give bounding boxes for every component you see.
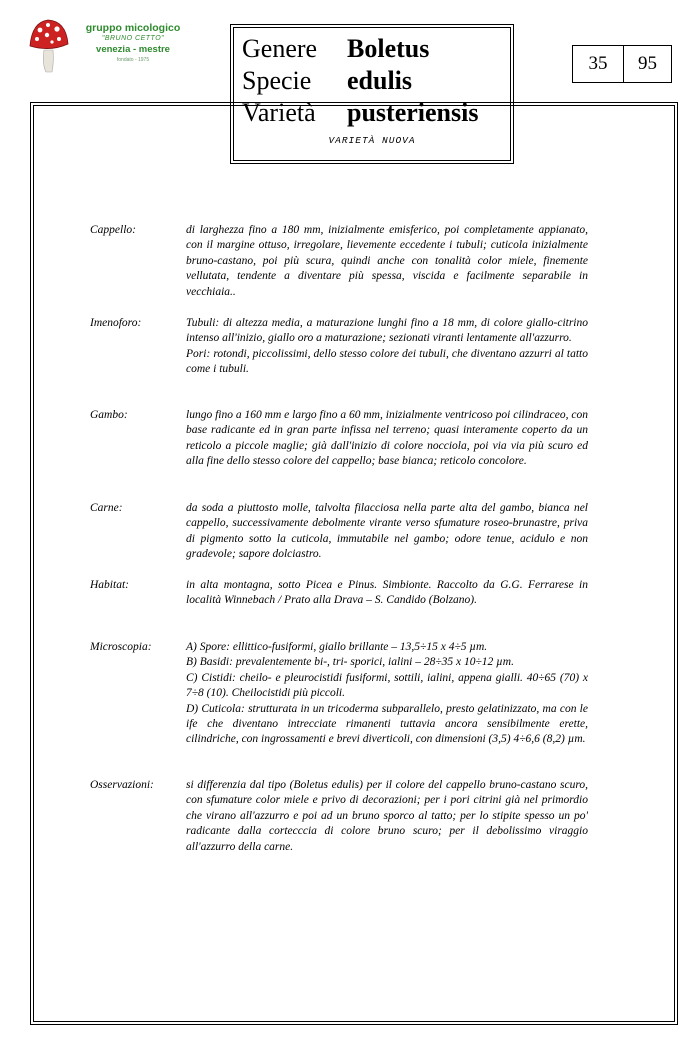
varieta-value: pusteriensis [347,98,479,127]
section-carne [90,501,588,563]
section-label: Habitat: [90,579,129,591]
section-text [186,316,588,378]
section-label: Carne: [90,502,123,514]
section-paragraph: si differenzia dal tipo (Boletus edulis) per il colore del cappello bruno-castano scuro, con sfumature color miele e privo di decorazioni; per i pori citrini già nel primordio che virano all'azzurro e poi ad un bruno sporco al tatto; per lo stipite spesso un po' radicante dalla cortecccia di colore bruno scuro; per il debolissimo viraggio all'azzurro della carne. [186,779,588,853]
genere-label: Genere [242,34,318,63]
section-label: Osservazioni: [90,779,154,791]
section-text [186,223,588,300]
section-paragraph: Tubuli: di altezza media, a maturazione lunghi fino a 18 mm, di colore giallo-citrino intenso all'inizio, giallo oro a maturazione; sezionati viranti lentamente all'azzurro. [186,317,588,345]
section-label: Imenoforo: [90,317,142,329]
logo-line4: fondato - 1975 [116,57,150,63]
section-paragraph: A) Spore: ellittico-fusiformi, giallo brillante – 13,5÷15 x 4÷5 µm. [186,641,488,653]
section-label: Microscopia: [90,641,152,653]
page-number-right: 95 [623,45,672,83]
section-paragraph: C) Cistidi: cheilo- e pleurocistidi fusiformi, sottili, ialini, appena gialli. 40÷65 (70) x 7÷8 (10). Cheilocistidi più piccoli. [186,671,588,700]
section-text [186,578,588,609]
section-gambo [90,408,588,470]
section-paragraph: lungo fino a 160 mm e largo fino a 60 mm, inizialmente ventricoso poi cilindraceo, con base radicante ed in gran parte infissa nel terreno; quasi interamente coperto da un reticolo a piccole maglie; già dall'inizio di colore nocciola, poi via via più scuro ed alla fine dello stesso colore del cappello; base bianca; reticolo concolore. [186,409,588,468]
specie-value: edulis [347,66,413,95]
section-osservazioni [90,778,588,855]
logo-line2: "BRUNO CETTO" [101,35,165,42]
logo-line3: venezia - mestre [96,44,170,55]
subtitle: VARIETÀ NUOVA [328,135,416,146]
section-habitat [90,578,588,609]
mushroom-icon [26,16,76,78]
section-text [186,501,588,563]
section-label: Cappello: [90,224,136,236]
logo-line1: gruppo micologico [85,22,181,34]
section-paragraph: di larghezza fino a 180 mm, inizialmente emisferico, poi completamente appianato, con il margine ottuso, irregolare, lievemente eccedente i tubuli; cuticola inizialmente bruno-castano, poi più scura, quindi anche con tonalità color miele, finemente vellutata, tendente a diventare più spessa, viscida e facilmente separabile in vecchiaia.. [186,224,588,298]
section-paragraph: D) Cuticola: strutturata in un tricoderma subparallelo, presto gelatinizzato, ma con le ife che diventano intrecciate rimanenti tuttavia ancora sensibilmente erette, cilindriche, con ingrossamenti e brevi diverticoli, con dimensioni (3,5) 4÷6,6 (8,2) µm. [186,702,588,746]
group-logo [26,16,186,78]
genere-value: Boletus [347,34,430,63]
section-imenoforo [90,316,588,378]
logo-text [78,22,188,64]
section-paragraph: Pori: rotondi, piccolissimi, dello stesso colore dei tubuli, che diventano azzurri al tatto come i tubuli. [186,347,588,376]
section-microscopia [90,640,588,748]
section-text [186,408,588,470]
specie-label: Specie [242,66,312,95]
section-paragraph: in alta montagna, sotto Picea e Pinus. Simbionte. Raccolto da G.G. Ferrarese in località Winnebach / Prato alla Drava – S. Candido (Bolzano). [186,579,588,607]
section-text [186,778,588,855]
varieta-label: Varietà [242,98,316,127]
section-text [186,640,588,748]
page-number-left: 35 [572,45,624,83]
section-cappello [90,223,588,300]
section-paragraph: B) Basidi: prevalentemente bi-, tri- sporici, ialini – 28÷35 x 10÷12 µm. [186,656,514,669]
section-paragraph: da soda a piuttosto molle, talvolta filacciosa nella parte alta del gambo, bianca nel cappello, successivamente debolmente virante verso sfumature roseo-brunastre, priva di pigmento sotto la cuticola, immutabile nel gambo; odore tenue, acidulo e non gradevole; sapore dolciastro. [186,502,588,561]
section-label: Gambo: [90,409,128,421]
